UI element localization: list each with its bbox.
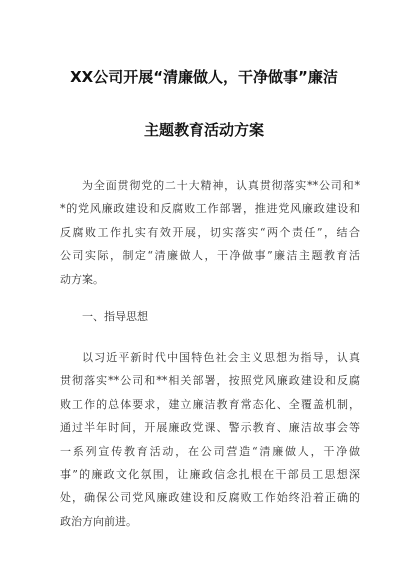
intro-line: 反腐败工作扎实有效开展，切实落实“两个责任”，结合	[60, 225, 360, 239]
paragraph-line: 一系列宣传教育活动，在公司营造“清廉做人，干净做	[60, 444, 360, 458]
document-title-line-2: 主题教育活动方案	[143, 121, 264, 139]
section-heading-guiding-ideology: 一、指导思想	[82, 310, 148, 323]
paragraph-line: 事”的廉政文化氛围，让廉政信念扎根在干部员工思想深	[60, 467, 360, 481]
paragraph-line: 以习近平新时代中国特色社会主义思想为指导，认真	[82, 351, 360, 364]
paragraph-line: 败工作的总体要求，建立廉洁教育常态化、全覆盖机制，	[60, 397, 360, 411]
guiding-ideology-paragraph	[60, 346, 360, 533]
intro-line: 动方案。	[60, 272, 104, 286]
document-title-line-1: XX公司开展“清廉做人，干净做事”廉洁	[70, 68, 338, 86]
intro-line: 为全面贯彻党的二十大精神，认真贯彻落实**公司和*	[82, 179, 360, 192]
paragraph-line: 政治方向前进。	[60, 514, 137, 528]
paragraph-line: 处，确保公司党风廉政建设和反腐败工作始终沿着正确的	[60, 491, 360, 505]
paragraph-line: 贯彻落实**公司和**相关部署，按照党风廉政建设和反腐	[60, 374, 360, 388]
paragraph-line: 通过半年时间，开展廉政党课、警示教育、廉洁故事会等	[60, 421, 360, 435]
intro-line: 公司实际，制定“清廉做人，干净做事”廉洁主题教育活	[60, 249, 360, 263]
intro-line: *的党风廉政建设和反腐败工作部署，推进党风廉政建设和	[60, 202, 360, 216]
intro-paragraph	[60, 174, 360, 291]
